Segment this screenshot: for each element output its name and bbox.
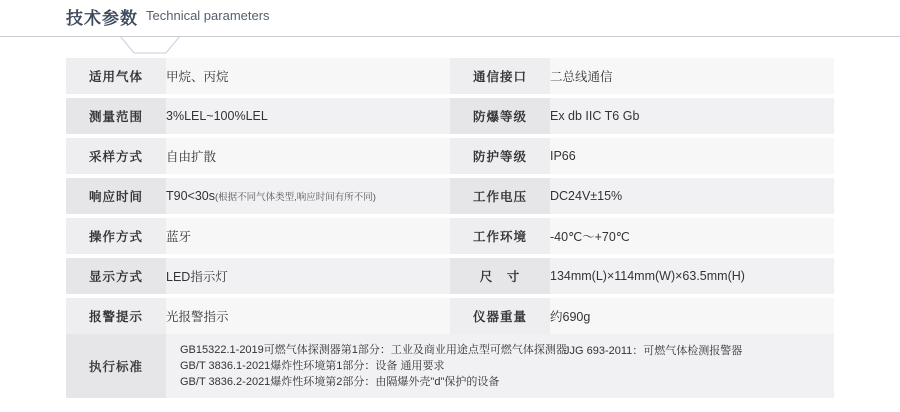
spec-label: 防护等级 — [450, 138, 550, 174]
table-row — [66, 138, 834, 174]
spec-value: Ex db IIC T6 Gb — [550, 98, 834, 134]
spec-label: 响应时间 — [66, 178, 166, 214]
standards-body — [166, 334, 834, 398]
standards-right-note: JJG 693-2011：可燃气体检测报警器 — [564, 345, 743, 357]
spec-label: 工作电压 — [450, 178, 550, 214]
standards-line: GB/T 3836.1-2021爆炸性环境第1部分：设备 通用要求 — [180, 360, 445, 372]
page-title-cn: 技术参数 — [66, 9, 138, 28]
standards-block — [66, 334, 834, 398]
standards-label: 执行标准 — [66, 334, 166, 398]
spec-label: 防爆等级 — [450, 98, 550, 134]
spec-label: 适用气体 — [66, 58, 166, 94]
spec-label: 仪器重量 — [450, 298, 550, 334]
spec-label: 工作环境 — [450, 218, 550, 254]
spec-value: IP66 — [550, 138, 834, 174]
table-row — [66, 218, 834, 254]
spec-value: LED指示灯 — [166, 258, 450, 294]
table-row — [66, 98, 834, 134]
standards-line: GB/T 3836.2-2021爆炸性环境第2部分：由隔爆外壳"d"保护的设备 — [180, 376, 500, 388]
spec-label: 测量范围 — [66, 98, 166, 134]
spec-value: 约690g — [550, 298, 834, 334]
spec-value: 二总线通信 — [550, 58, 834, 94]
page-title-en: Technical parameters — [146, 8, 270, 23]
spec-value: DC24V±15% — [550, 178, 834, 214]
spec-value: 134mm(L)×114mm(W)×63.5mm(H) — [550, 258, 834, 294]
spec-value-note: (根据不同气体类型,响应时间有所不同) — [215, 192, 376, 203]
spec-value: 3%LEL~100%LEL — [166, 98, 450, 134]
spec-value — [166, 178, 450, 214]
spec-value: 蓝牙 — [166, 218, 450, 254]
spec-value: 光报警指示 — [166, 298, 450, 334]
table-row — [66, 178, 834, 214]
spec-label: 报警提示 — [66, 298, 166, 334]
header-notch-icon — [120, 36, 180, 54]
spec-label: 采样方式 — [66, 138, 166, 174]
spec-value: 自由扩散 — [166, 138, 450, 174]
section-header — [0, 0, 900, 44]
spec-table — [66, 58, 834, 334]
table-row — [66, 298, 834, 334]
spec-label: 尺 寸 — [450, 258, 550, 294]
spec-label: 通信接口 — [450, 58, 550, 94]
table-row — [66, 258, 834, 294]
standards-line: GB15322.1-2019可燃气体探测器第1部分：工业及商业用途点型可燃气体探测器 — [180, 344, 567, 356]
spec-label: 显示方式 — [66, 258, 166, 294]
spec-value: -40℃～+70℃ — [550, 218, 834, 254]
spec-value: 甲烷、丙烷 — [166, 58, 450, 94]
spec-label: 操作方式 — [66, 218, 166, 254]
table-row — [66, 58, 834, 94]
spec-value-main: T90<30s — [166, 189, 215, 203]
